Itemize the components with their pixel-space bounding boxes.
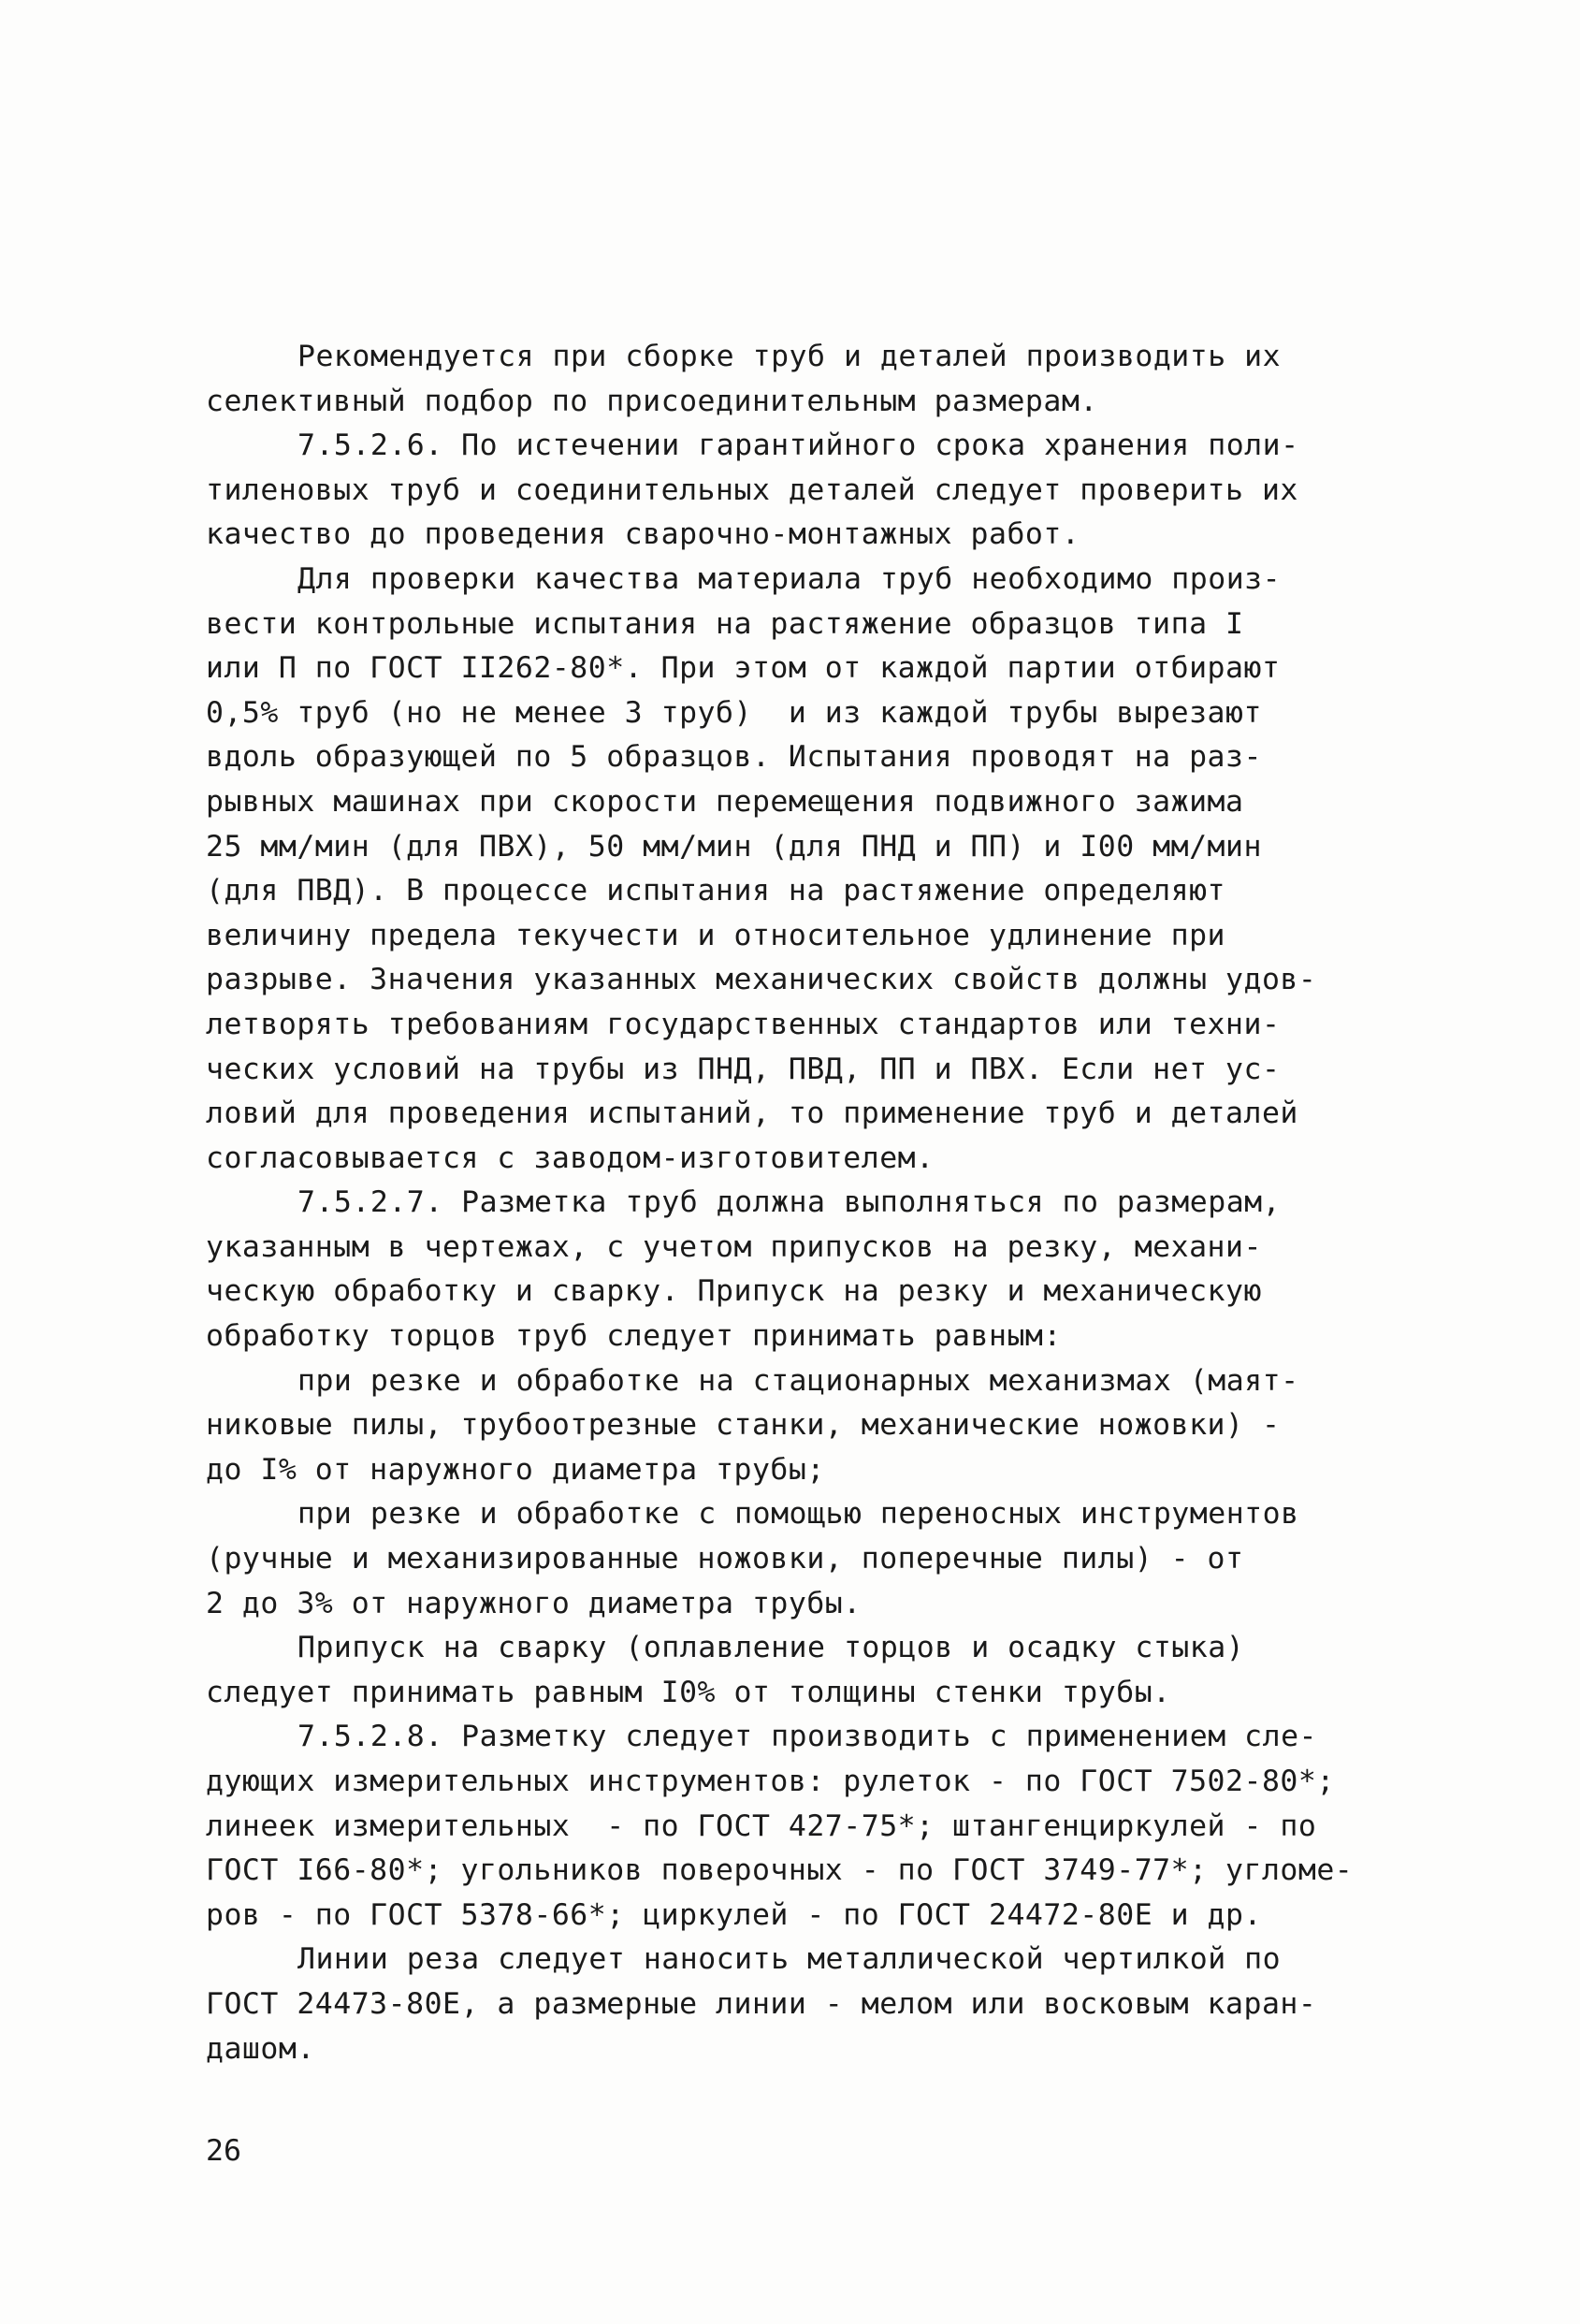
text-line: дашом.	[206, 2031, 315, 2066]
text-line: рывных машинах при скорости перемещения подвижного зажима	[206, 784, 1244, 819]
text-line: тиленовых труб и соединительных деталей следует проверить их	[206, 472, 1298, 507]
text-line: следует принимать равным I0% от толщины стенки трубы.	[206, 1675, 1171, 1709]
text-line: 7.5.2.7. Разметка труб должна выполняться по размерам,	[297, 1185, 1282, 1220]
text-line: вести контрольные испытания на растяжение образцов типа I	[206, 606, 1244, 641]
text-line: Рекомендуется при сборке труб и деталей производить их	[297, 340, 1282, 373]
text-line: 2 до 3% от наружного диаметра трубы.	[206, 1586, 862, 1620]
text-line: величину предела текучести и относительное удлинение при	[206, 918, 1226, 952]
text-line: 7.5.2.6. По истечении гарантийного срока хранения поли-	[297, 428, 1299, 463]
text-line: линеек измерительных - по ГОСТ 427-75*; штангенциркулей - по	[206, 1808, 1317, 1843]
text-line: (для ПВД). В процессе испытания на растяжение определяют	[206, 874, 1226, 908]
text-line: Для проверки качества материала труб необходимо произ-	[297, 561, 1282, 596]
text-line: летворять требованиям государственных стандартов или техни-	[206, 1007, 1281, 1041]
text-line: дующих измерительных инструментов: рулеток - по ГОСТ 7502-80*;	[206, 1765, 1335, 1798]
text-line: селективный подбор по присоединительным размерам.	[206, 384, 1098, 418]
text-line: или П по ГОСТ II262-80*. При этом от каждой партии отбирают	[206, 651, 1281, 686]
text-line: ГОСТ I66-80*; угольников поверочных - по ГОСТ 3749-77*; угломе-	[206, 1853, 1354, 1888]
text-line: обработку торцов труб следует принимать равным:	[206, 1319, 1062, 1354]
text-line: согласовывается с заводом-изготовителем.	[206, 1140, 935, 1175]
text-line: ловий для проведения испытаний, то применение труб и деталей	[206, 1097, 1298, 1131]
text-line: никовые пилы, трубоотрезные станки, механические ножовки) -	[206, 1408, 1281, 1443]
text-line: ГОСТ 24473-80Е, а размерные линии - мелом или восковым каран-	[206, 1986, 1317, 2021]
text-line: Линии реза следует наносить металлической чертилкой по	[297, 1942, 1282, 1977]
text-line: ческих условий на трубы из ПНД, ПВД, ПП и ПВХ. Если нет ус-	[206, 1052, 1281, 1086]
text-line: ческую обработку и сварку. Припуск на резку и механическую	[206, 1274, 1262, 1309]
text-line: 0,5% труб (но не менее 3 труб) и из каждой трубы вырезают	[206, 695, 1262, 730]
text-line: ров - по ГОСТ 5378-66*; циркулей - по ГОСТ 24472-80Е и др.	[206, 1897, 1262, 1932]
text-line: разрыве. Значения указанных механических свойств должны удов-	[206, 963, 1317, 997]
text-line: качество до проведения сварочно-монтажных работ.	[206, 517, 1080, 552]
page-number: 26	[206, 2134, 241, 2168]
text-line: указанным в чертежах, с учетом припусков на резку, механи-	[206, 1229, 1262, 1264]
text-line: при резке и обработке на стационарных механизмах (маят-	[297, 1363, 1299, 1398]
text-line: 7.5.2.8. Разметку следует производить с применением сле-	[297, 1720, 1318, 1754]
text-line: до I% от наружного диаметра трубы;	[206, 1452, 825, 1487]
text-line: Припуск на сварку (оплавление торцов и осадку стыка)	[297, 1631, 1245, 1665]
text-line: вдоль образующей по 5 образцов. Испытания проводят на раз-	[206, 740, 1262, 775]
text-line: 25 мм/мин (для ПВХ), 50 мм/мин (для ПНД и ПП) и I00 мм/мин	[206, 829, 1262, 864]
text-line: (ручные и механизированные ножовки, поперечные пилы) - от	[206, 1542, 1244, 1576]
text-line: при резке и обработке с помощью переносных инструментов	[297, 1497, 1299, 1532]
body-text	[206, 335, 1354, 2071]
